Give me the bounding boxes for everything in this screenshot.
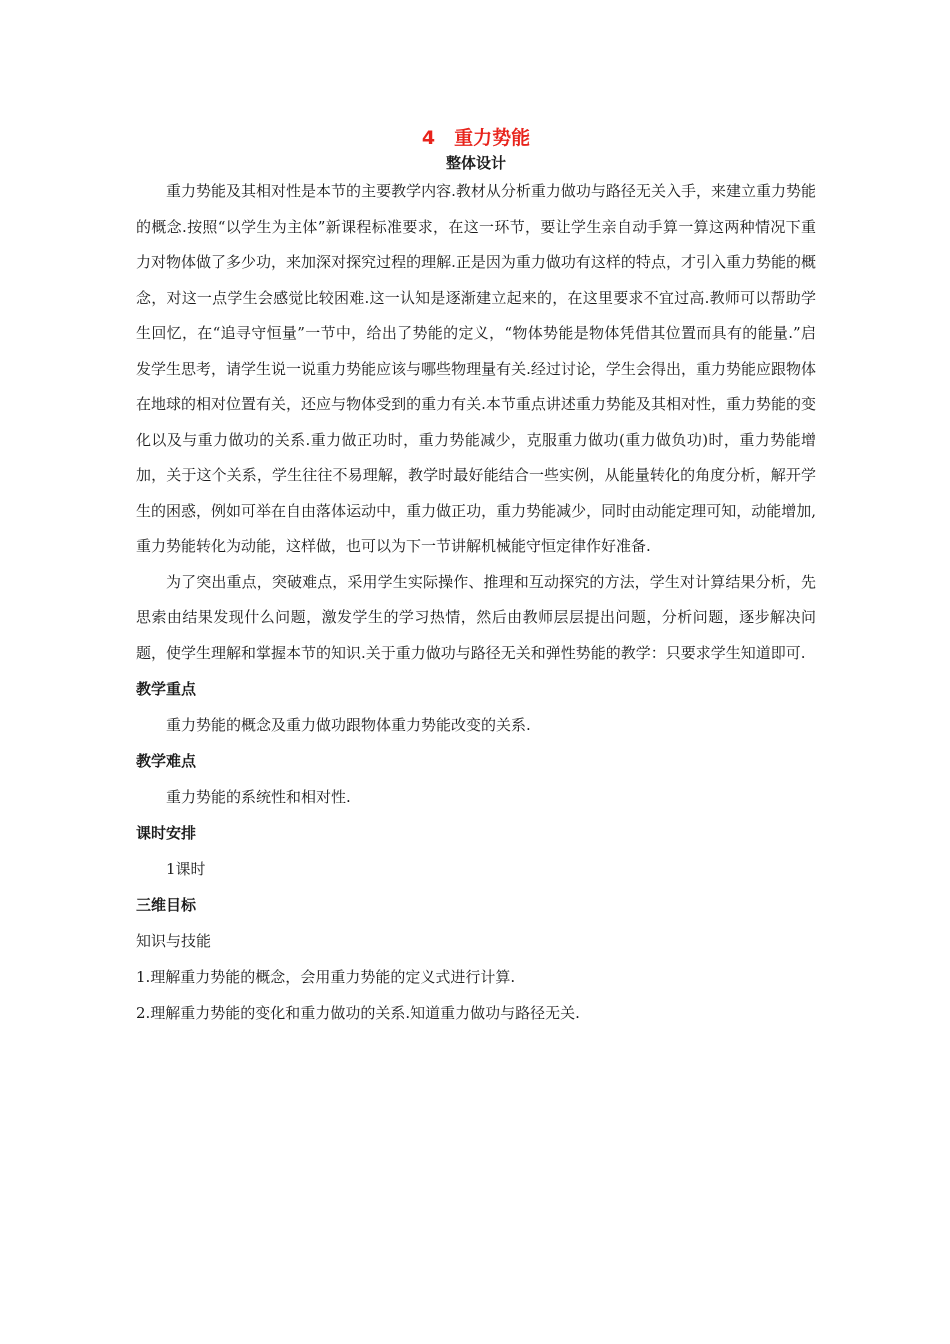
key-point-text: 重力势能的概念及重力做功跟物体重力势能改变的关系. [166, 716, 531, 734]
schedule-text: 1课时 [166, 860, 206, 878]
objectives-subheading: 知识与技能 [136, 932, 212, 950]
section-title-overall-design: 整体设计 [445, 154, 506, 172]
heading-difficult-point: 教学难点 [136, 752, 197, 770]
document-title: 4 重力势能 [421, 127, 531, 149]
difficult-point-text: 重力势能的系统性和相对性. [166, 788, 351, 806]
paragraph-overview: 重力势能及其相对性是本节的主要教学内容.教材从分析重力做功与路径无关入手，来建立重力势能的概念.按照“以学生为主体”新课程标准要求，在这一环节，要让学生亲自动手算一算这两种情况下重力对物体做了多少功，来加深对探究过程的理解.正是因为重力做功有这样的特点，才引入重力势能的概念，对这一点学生会感觉比较困难.这一认知是逐渐建立起来的，在这里要求不宜过高.教师可以帮助学生回忆，在“追寻守恒量”一节中，给出了势能的定义，“物体势能是物体凭借其位置而具有的能量.”启发学生思考，请学生说一说重力势能应该与哪些物理量有关.经过讨论，学生会得出，重力势能应跟物体在地球的相对位置有关，还应与物体受到的重力有关.本节重点讲述重力势能及其相对性，重力势能的变化以及与重力做功的关系.重力做正功时，重力势能减少，克服重力做功(重力做负功)时，重力势能增加，关于这个关系，学生往往不易理解，教学时最好能结合一些实例，从能量转化的角度分析，解开学生的困惑，例如可举在自由落体运动中，重力做正功，重力势能减少，同时由动能定理可知，动能增加,重力势能转化为动能，这样做，也可以为下一节讲解机械能守恒定律作好准备. [136, 182, 816, 555]
objective-item-2: 2.理解重力势能的变化和重力做功的关系.知道重力做功与路径无关. [136, 1004, 580, 1022]
document-page [136, 124, 816, 1031]
paragraph-method: 为了突出重点，突破难点，采用学生实际操作、推理和互动探究的方法，学生对计算结果分析，先思索由结果发现什么问题，激发学生的学习热情，然后由教师层层提出问题，分析问题，逐步解决问题，使学生理解和掌握本节的知识.关于重力做功与路径无关和弹性势能的教学：只要求学生知道即可. [136, 572, 816, 662]
heading-key-point: 教学重点 [136, 680, 197, 698]
objective-item-1: 1.理解重力势能的概念，会用重力势能的定义式进行计算. [136, 968, 516, 986]
heading-objectives: 三维目标 [136, 896, 197, 914]
heading-schedule: 课时安排 [136, 824, 197, 842]
